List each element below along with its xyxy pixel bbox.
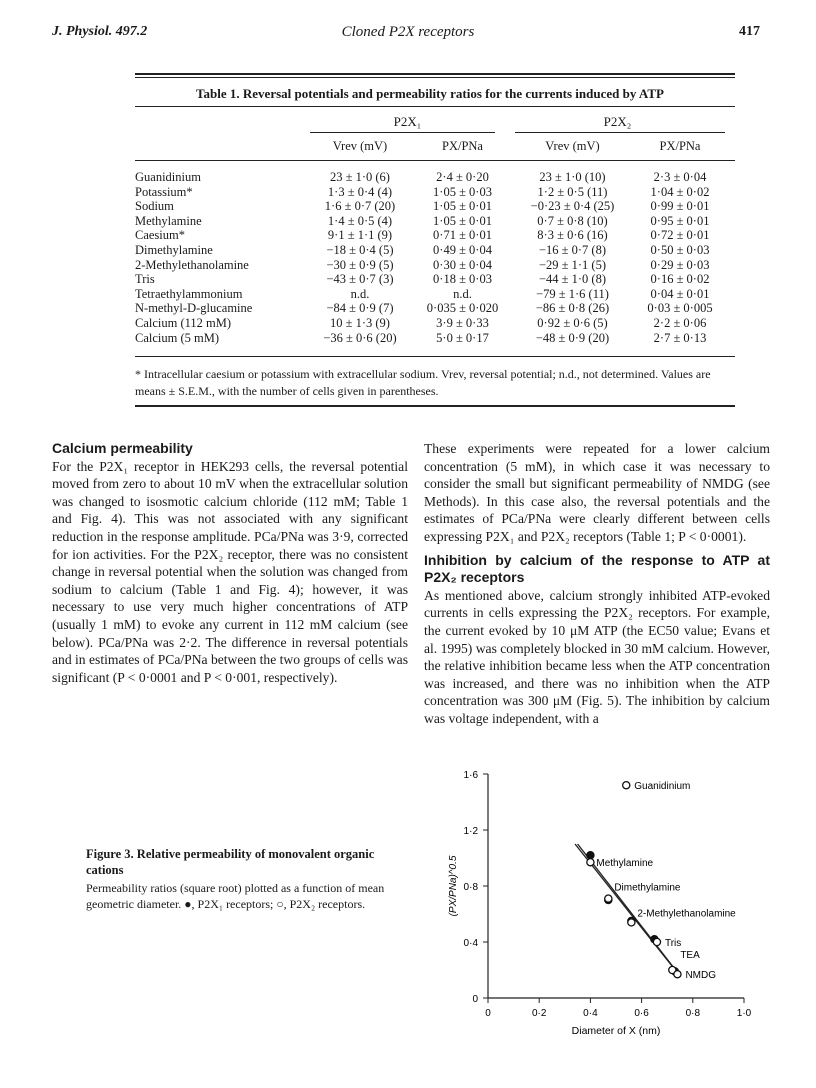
p2x2-point xyxy=(674,971,681,978)
section-heading-inhibition: Inhibition by calcium of the response to ATP at P2X₂ receptors xyxy=(424,551,770,586)
table-row xyxy=(135,287,725,302)
table-body-rule xyxy=(135,356,735,357)
table-cell: 2·3 ± 0·04 xyxy=(653,170,707,184)
row-label: Tris xyxy=(135,272,155,287)
data-table xyxy=(135,170,725,345)
permeability-chart xyxy=(430,760,760,1060)
y-tick-label: 0·8 xyxy=(463,882,478,893)
left-column xyxy=(52,440,408,686)
group-header-p2x2: P2X₂ xyxy=(603,114,632,129)
x-tick-label: 1·0 xyxy=(736,1008,752,1019)
table-cell: 1·6 ± 0·7 (20) xyxy=(324,199,396,214)
table-top-rule-2 xyxy=(135,77,735,78)
column-header-ratio-2: PX/PNa xyxy=(659,139,701,153)
table-row xyxy=(135,199,725,214)
table-cell: 2·4 ± 0·20 xyxy=(436,170,489,184)
column-header-ratio-1: PX/PNa xyxy=(442,139,483,153)
table-footnote: * Intracellular caesium or potassium with extracellular sodium. Vrev, reversal potential; n.d., not determined. Values are means ± S.E.M., with the number of cells given in parentheses. xyxy=(135,367,711,398)
point-label: Dimethylamine xyxy=(614,882,681,894)
table-cell: −79 ± 1·6 (11) xyxy=(536,286,609,301)
table-cell: −84 ± 0·9 (7) xyxy=(326,301,394,316)
point-label: TEA xyxy=(680,950,700,961)
p2x1-point xyxy=(587,852,594,859)
right-column xyxy=(424,440,770,728)
point-label: 2-Methylethanolamine xyxy=(637,908,736,920)
y-tick-label: 1·6 xyxy=(463,770,478,781)
point-label: Methylamine xyxy=(596,858,654,870)
table-cell: 1·4 ± 0·5 (4) xyxy=(327,213,393,228)
table-cell: 1·05 ± 0·03 xyxy=(433,184,492,199)
right-paragraph-1: These experiments were repeated for a lower calcium concentration (5 mM), in which case it was necessary to consider the small but significant permeability of NMDG (see Methods). In this case also, the reversal potentials and the estimates of PCa/PNa were clearly different between cells expressing P2X₁ and P2X₂ receptors (Table 1; P < 0·0001). xyxy=(424,441,770,544)
row-label: N-methyl-D-glucamine xyxy=(135,301,253,316)
table-cell: 0·72 ± 0·01 xyxy=(650,228,710,243)
row-label: Sodium xyxy=(135,199,174,214)
table-cell: −48 ± 0·9 (20) xyxy=(535,330,610,345)
table-cell: 0·99 ± 0·01 xyxy=(650,199,710,214)
table-cell: 2·2 ± 0·06 xyxy=(653,315,707,330)
table-cell: 1·04 ± 0·02 xyxy=(650,184,710,199)
table-cell: 0·30 ± 0·04 xyxy=(433,257,492,272)
table-cell: 8·3 ± 0·6 (16) xyxy=(537,228,608,243)
table-cell: −36 ± 0·6 (20) xyxy=(323,330,397,345)
row-label: Potassium* xyxy=(135,184,193,199)
table-row xyxy=(135,301,725,316)
table-cell: 0·18 ± 0·03 xyxy=(433,272,492,287)
row-label: Tetraethylammonium xyxy=(135,286,243,301)
table-cell: 0·03 ± 0·005 xyxy=(647,301,713,316)
table-cell: n.d. xyxy=(453,286,472,301)
table-cell: −30 ± 0·9 (5) xyxy=(326,257,394,272)
chart-point-labels xyxy=(596,781,736,981)
table-cell: 3·9 ± 0·33 xyxy=(436,315,489,330)
table-cell: 1·05 ± 0·01 xyxy=(433,199,492,214)
table-row xyxy=(135,228,725,243)
table-cell: 0·92 ± 0·6 (5) xyxy=(537,315,608,330)
page-number: 417 xyxy=(739,24,760,39)
table-top-rule xyxy=(135,73,735,75)
table-row xyxy=(135,331,725,346)
row-label: Guanidinium xyxy=(135,170,201,184)
figure-legend: Permeability ratios (square root) plotted as a function of mean geometric diameter. ●, P2X₁ receptors; ○, P2X₂ receptors. xyxy=(86,881,385,911)
row-label: Calcium (5 mM) xyxy=(135,330,220,345)
p2x2-point xyxy=(623,782,630,789)
x-tick-label: 0·2 xyxy=(531,1008,547,1019)
journal-reference: J. Physiol. 497.2 xyxy=(52,24,148,39)
table-cell: 0·16 ± 0·02 xyxy=(650,272,710,287)
y-tick-label: 0 xyxy=(472,994,478,1005)
right-paragraph-2: As mentioned above, calcium strongly inhibited ATP-evoked currents in cells expressing the P2X₂ receptors. For example, the current evoked by 10 μM ATP (the EC50 value; Evans et al. 1995) was completely blocked in 30 mM calcium. However, the relative inhibition became less when the ATP concentration was increased, and there was no inhibition when the ATP concentration was 300 μM (Fig. 5). The inhibition by calcium was voltage independent, with a xyxy=(424,587,771,726)
table-row xyxy=(135,258,725,273)
row-label: 2-Methylethanolamine xyxy=(135,257,249,272)
y-tick-label: 1·2 xyxy=(463,826,478,837)
x-axis-label: Diameter of X (nm) xyxy=(571,1025,661,1037)
table-cell: 9·1 ± 1·1 (9) xyxy=(327,228,393,243)
table-cell: 0·29 ± 0·03 xyxy=(650,257,710,272)
table-cell: 0·035 ± 0·020 xyxy=(426,301,499,316)
row-label: Calcium (112 mM) xyxy=(135,315,232,330)
y-tick-label: 0·4 xyxy=(463,938,478,949)
table-row xyxy=(135,316,725,331)
section-heading-calcium: Calcium permeability xyxy=(52,440,193,456)
table-body xyxy=(135,170,725,345)
table-row xyxy=(135,185,725,200)
table-cell: 1·05 ± 0·01 xyxy=(433,213,492,228)
table-row xyxy=(135,272,725,287)
table-caption-rule xyxy=(135,106,735,107)
table-caption: Table 1. Reversal potentials and permeability ratios for the currents induced by ATP xyxy=(196,86,664,101)
y-axis-label: (PX/PNa)^0.5 xyxy=(448,855,459,917)
group-rule-p2x2 xyxy=(515,132,725,133)
table-header-rule xyxy=(135,160,735,161)
table-cell: −0·23 ± 0·4 (25) xyxy=(530,199,615,214)
table-cell: −18 ± 0·4 (5) xyxy=(326,242,394,257)
point-label: NMDG xyxy=(685,970,717,982)
point-label: Tris xyxy=(664,938,682,949)
table-cell: 5·0 ± 0·17 xyxy=(436,330,489,345)
column-header-vrev-2: Vrev (mV) xyxy=(545,139,600,153)
group-rule-p2x1 xyxy=(310,132,495,133)
table-cell: −86 ± 0·8 (26) xyxy=(535,301,610,316)
p2x2-point xyxy=(605,895,612,902)
column-header-vrev-1: Vrev (mV) xyxy=(332,139,388,153)
table-cell: 1·2 ± 0·5 (11) xyxy=(537,184,608,199)
running-title: Cloned P2X receptors xyxy=(341,24,475,40)
left-body-text: For the P2X₁ receptor in HEK293 cells, the reversal potential moved from zero to about 10 mV when the extracellular solution was changed to isosmotic calcium chloride (112 mM; Table 1 and Fig. 4). This was not associated with any significant reduction in the response amplitude. PCa/PNa was 3·9, corrected for ion activities. For the P2X₂ receptor, there was no consistent change in reversal potential when the solution was changed from sodium to calcium (Table 1 and Fig. 4); however, it was necessary to use very much higher concentrations of ATP (usually 1 mM) to evoke any current in 112 mM calcium (see below). PCa/PNa was 2·2. The difference in reversal potentials and in estimates of PCa/PNa between the two groups of cells was significant (P < 0·0001 and P < 0·001, respectively). xyxy=(52,458,409,685)
table-cell: 23 ± 1·0 (10) xyxy=(539,170,606,184)
table-row xyxy=(135,170,725,185)
table-cell: 2·7 ± 0·13 xyxy=(653,330,707,345)
table-cell: −16 ± 0·7 (8) xyxy=(538,242,607,257)
table-cell: −44 ± 1·0 (8) xyxy=(538,272,607,287)
table-cell: 0·7 ± 0·8 (10) xyxy=(537,213,608,228)
table-cell: 0·95 ± 0·01 xyxy=(650,213,710,228)
table-row xyxy=(135,214,725,229)
figure-title: Figure 3. Relative permeability of monovalent organic cations xyxy=(86,847,375,877)
table-bottom-rule xyxy=(135,405,735,407)
table-cell: −43 ± 0·7 (3) xyxy=(326,272,394,287)
group-header-p2x1: P2X₁ xyxy=(393,114,422,129)
row-label: Methylamine xyxy=(135,213,202,228)
x-tick-label: 0·6 xyxy=(634,1008,649,1019)
x-tick-label: 0·8 xyxy=(685,1008,701,1019)
table-cell: 0·04 ± 0·01 xyxy=(650,286,710,301)
table-cell: n.d. xyxy=(350,286,370,301)
x-tick-label: 0 xyxy=(485,1008,491,1019)
p2x2-point xyxy=(587,859,594,866)
table-cell: 23 ± 1·0 (6) xyxy=(330,170,390,184)
p2x2-point xyxy=(653,938,660,945)
table-cell: 10 ± 1·3 (9) xyxy=(330,315,390,330)
table-cell: 0·50 ± 0·03 xyxy=(650,242,710,257)
point-label: Guanidinium xyxy=(634,781,691,793)
row-label: Caesium* xyxy=(135,228,185,243)
row-label: Dimethylamine xyxy=(135,242,213,257)
x-tick-label: 0·4 xyxy=(583,1008,598,1019)
table-cell: 0·71 ± 0·01 xyxy=(433,228,492,243)
table-cell: 0·49 ± 0·04 xyxy=(433,242,492,257)
p2x2-point xyxy=(628,919,635,926)
table-cell: 1·3 ± 0·4 (4) xyxy=(327,184,393,199)
table-cell: −29 ± 1·1 (5) xyxy=(538,257,607,272)
table-row xyxy=(135,243,725,258)
